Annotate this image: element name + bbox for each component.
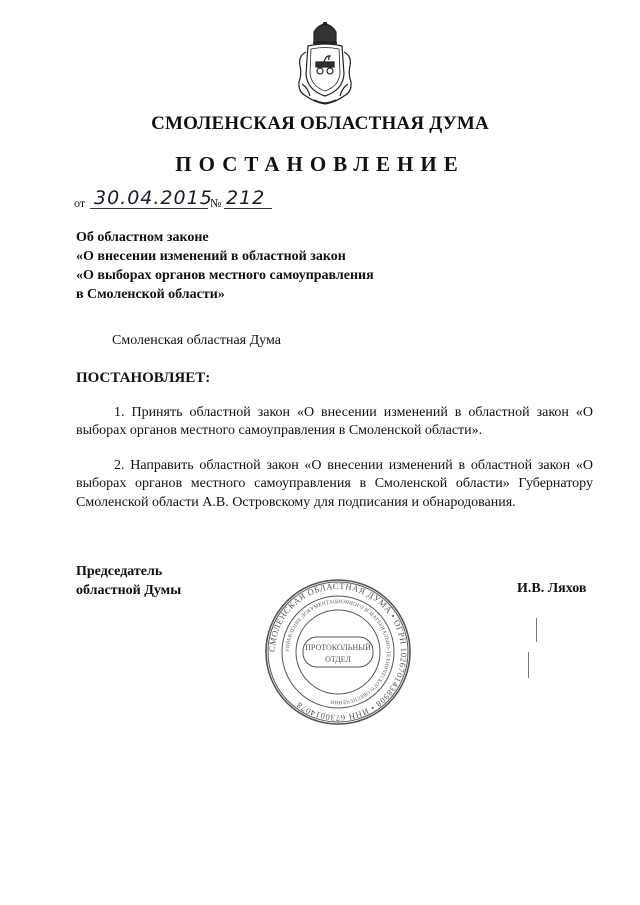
subject-line: в Смоленской области» xyxy=(76,287,225,302)
resolves-heading: ПОСТАНОВЛЯЕТ: xyxy=(76,370,211,386)
signatory-title xyxy=(76,562,181,600)
subject-line: Об областном законе xyxy=(76,230,209,245)
number-label: № xyxy=(210,196,222,210)
stamp-inner-text: УПРАВЛЕНИЕ ДОКУМЕНТАЦИОННОГО И МАТЕРИАЛЬНО-ТЕХНИЧЕСКОГО ОБЕСПЕЧЕНИЯ xyxy=(284,598,392,706)
pen-mark xyxy=(535,618,538,642)
organization-title: СМОЛЕНСКАЯ ОБЛАСТНАЯ ДУМА xyxy=(151,113,489,134)
document-subject xyxy=(76,228,374,304)
stamp-outer-text: СМОЛЕНСКАЯ ОБЛАСТНАЯ ДУМА • ОГРН 1026701438908 • ИНН 6730014078 xyxy=(266,580,410,724)
subject-line: «О выборах органов местного самоуправления xyxy=(76,268,374,283)
official-stamp xyxy=(263,577,413,727)
coat-of-arms-emblem xyxy=(296,22,354,108)
signatory-name: И.В. Ляхов xyxy=(517,581,587,596)
handwritten-date: 30.04.2015 xyxy=(94,187,213,209)
resolution-paragraph-1: 1. Принять областной закон «О внесении изменений в областной закон «О выборах органов местного самоуправления в Смоленской области». xyxy=(76,405,593,439)
date-from-label: от xyxy=(74,196,86,210)
stamp-center-line-1: ПРОТОКОЛЬНЫЙ xyxy=(305,643,371,652)
signatory-title-line: областной Думы xyxy=(76,583,182,598)
handwritten-number: 212 xyxy=(226,187,266,209)
subject-line: «О внесении изменений в областной закон xyxy=(76,249,346,264)
resolution-paragraph-2: 2. Направить областной закон «О внесении изменений в областной закон «О выборах органов местного самоуправления в Смоленской области» Губернатору Смоленской области А.В. Островскому для подписания и обнародования. xyxy=(76,458,593,510)
issuer-text: Смоленская областная Дума xyxy=(112,333,281,348)
document-type-heading: ПОСТАНОВЛЕНИЕ xyxy=(175,152,465,176)
svg-text:УПРАВЛЕНИЕ ДОКУМЕНТАЦИОННОГО И xyxy=(285,599,391,705)
pen-mark xyxy=(527,652,530,678)
signatory-title-line: Председатель xyxy=(76,564,163,579)
stamp-center-line-2: ОТДЕЛ xyxy=(325,655,351,664)
